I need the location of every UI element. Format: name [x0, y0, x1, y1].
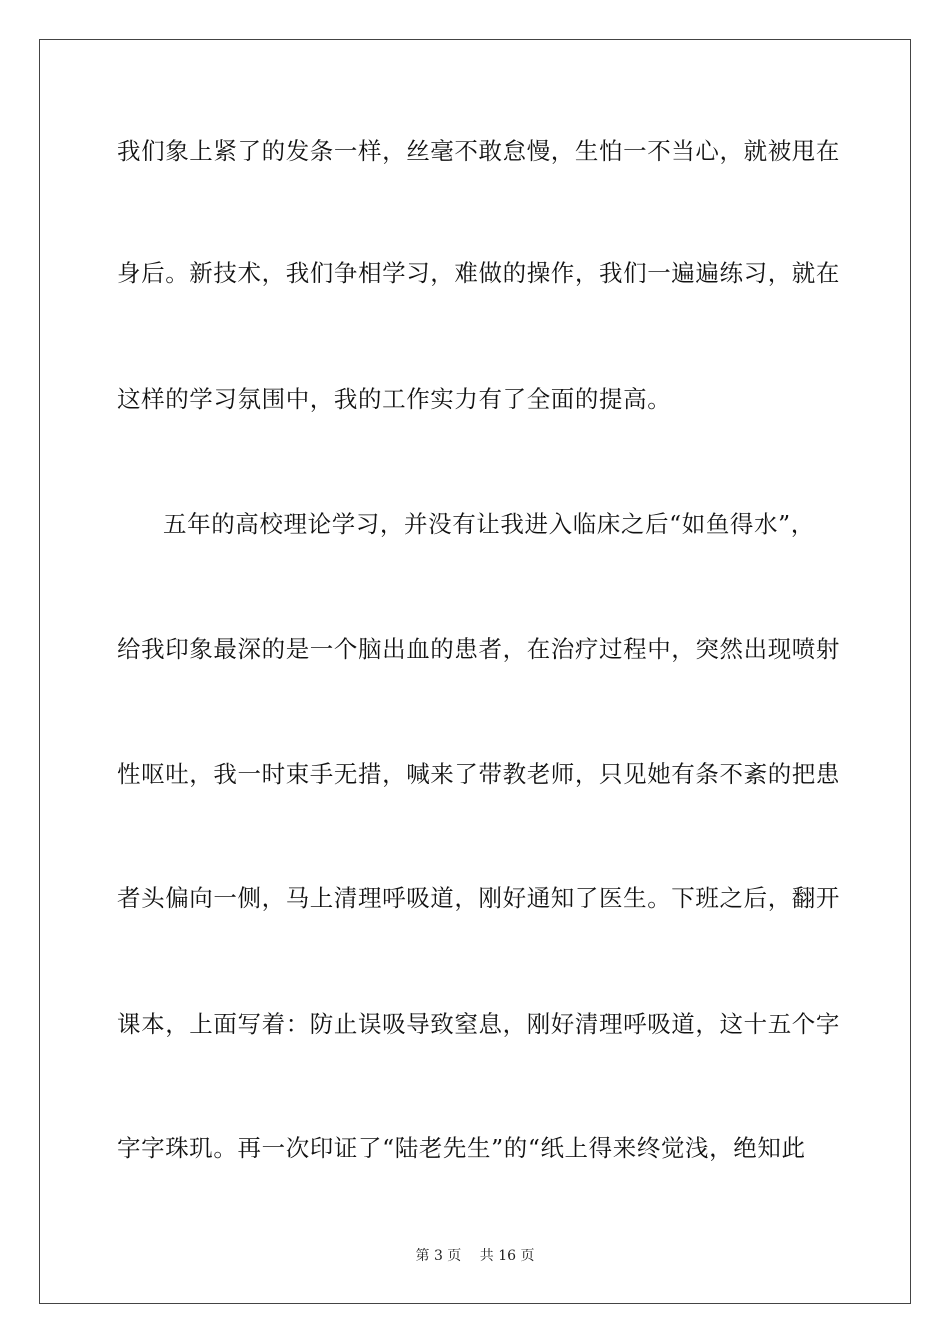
- text-line-8: 课本，上面写着：防止误吸导致窒息，刚好清理呼吸道，这十五个字: [117, 1010, 840, 1038]
- page-number: 第 3 页: [415, 1248, 462, 1264]
- text-line-2: 身后。新技术，我们争相学习，难做的操作，我们一遍遍练习，就在: [117, 259, 840, 287]
- text-line-4-paragraph-start: 五年的高校理论学习，并没有让我进入临床之后“如鱼得水”，: [163, 510, 815, 538]
- text-line-6: 性呕吐，我一时束手无措，喊来了带教老师，只见她有条不紊的把患: [117, 760, 840, 788]
- page-border: [39, 39, 911, 1304]
- text-line-3: 这样的学习氛围中，我的工作实力有了全面的提高。: [117, 385, 672, 413]
- text-line-1: 我们象上紧了的发条一样，丝毫不敢怠慢，生怕一不当心，就被甩在: [117, 137, 840, 165]
- text-line-5: 给我印象最深的是一个脑出血的患者，在治疗过程中，突然出现喷射: [117, 635, 840, 663]
- page-footer: [0, 1247, 950, 1265]
- text-line-9: 字字珠玑。再一次印证了“陆老先生”的“纸上得来终觉浅，绝知此: [117, 1134, 806, 1162]
- text-line-7: 者头偏向一侧，马上清理呼吸道，刚好通知了医生。下班之后，翻开: [117, 884, 840, 912]
- total-pages: 共 16 页: [479, 1248, 535, 1264]
